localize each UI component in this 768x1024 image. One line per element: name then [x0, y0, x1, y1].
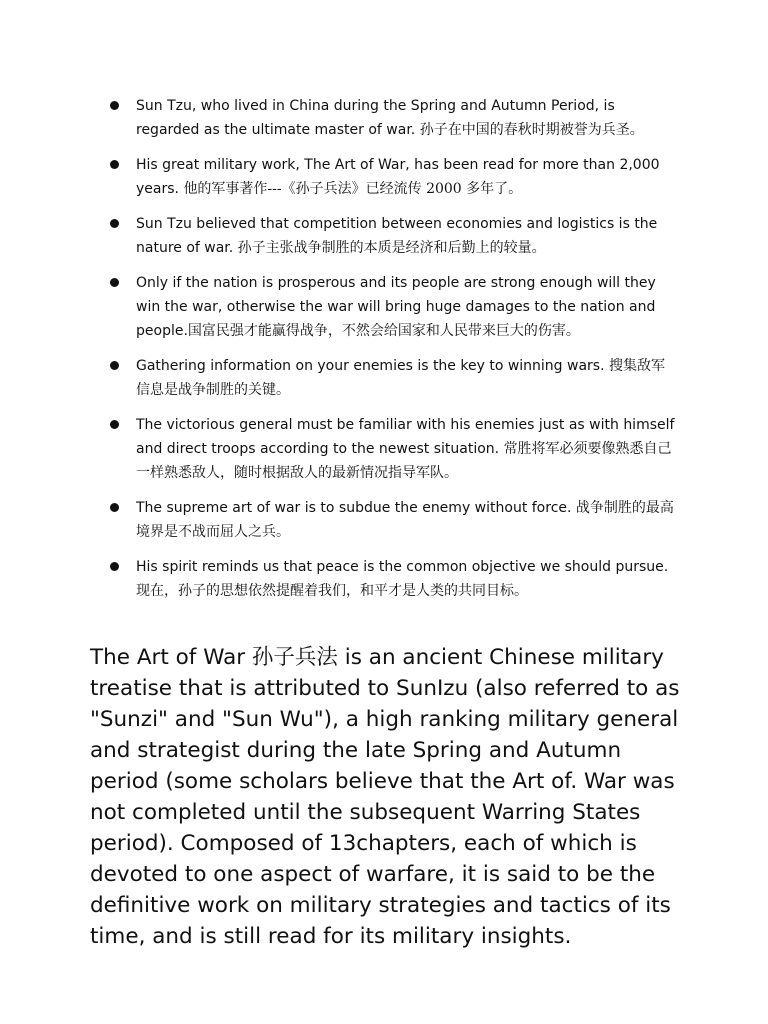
bullet-text-zh: 他的军事著作---《孙子兵法》已经流传 2000 多年了。 — [183, 181, 523, 197]
bullet-list — [108, 94, 678, 614]
bullet-dot-icon — [110, 160, 119, 169]
bullet-text-en: Gathering information on your enemies is the key to winning wars. — [136, 358, 609, 374]
bullet-text-en: His great military work, The Art of War, has been read for more than 2,000 years. — [136, 157, 660, 197]
bullet-text-en: Sun Tzu, who lived in China during the Spring and Autumn Period, is regarded as the ultimate master of war. — [136, 98, 615, 138]
bullet-item — [108, 212, 678, 260]
bullet-dot-icon — [110, 219, 119, 228]
bullet-dot-icon — [110, 562, 119, 571]
bullet-text-zh: 现在，孙子的思想依然提醒着我们，和平才是人类的共同目标。 — [136, 583, 528, 599]
bullet-text-zh: 国富民强才能赢得战争，不然会给国家和人民带来巨大的伤害。 — [187, 323, 580, 339]
bullet-text-en: Only if the nation is prosperous and its people are strong enough will they win the war, otherwise the war will bring huge damages to the nation and people. — [136, 275, 656, 339]
bullet-item — [108, 413, 678, 485]
bullet-item — [108, 555, 678, 603]
bullet-item — [108, 153, 678, 201]
bullet-dot-icon — [110, 361, 119, 370]
bullet-text-en: The supreme art of war is to subdue the enemy without force. — [136, 500, 576, 516]
bullet-text-en: The victorious general must be familiar with his enemies just as with himself and direct troops according to the newest situation. — [136, 417, 675, 457]
body-paragraph — [90, 642, 690, 952]
bullet-item — [108, 271, 678, 343]
bullet-item — [108, 496, 678, 544]
bullet-text-zh: 战争制胜的最高境界是不战而屈人之兵。 — [136, 500, 674, 540]
bullet-item — [108, 354, 678, 402]
paragraph-body: is an ancient Chinese military treatise that is attributed to SunIzu (also referred to as "Sunzi" and "Sun Wu"), a high ranking military general and strategist during the late Spring and Autumn period (some scholars believe that the Art of. War was not completed until the subsequent Warring States period). Composed of 13chapters, each of which is devoted to one aspect of warfare, it is said to be the definitive work on military strategies and tactics of its time, and is still read for its military insights. — [90, 645, 680, 949]
paragraph-title-zh: 孙子兵法 — [251, 645, 338, 670]
bullet-dot-icon — [110, 278, 119, 287]
bullet-dot-icon — [110, 420, 119, 429]
bullet-dot-icon — [110, 101, 119, 110]
bullet-text-en: Sun Tzu believed that competition between economies and logistics is the nature of war. — [136, 216, 658, 256]
paragraph-lead: The Art of War — [90, 645, 252, 670]
bullet-text-zh: 孙子在中国的春秋时期被誉为兵圣。 — [419, 122, 644, 138]
bullet-text-zh: 常胜将军必须要像熟悉自己一样熟悉敌人，随时根据敌人的最新情况指导军队。 — [136, 441, 672, 481]
bullet-text-en: His spirit reminds us that peace is the common objective we should pursue. — [136, 559, 669, 575]
bullet-text-zh: 搜集敌军信息是战争制胜的关键。 — [136, 358, 665, 398]
bullet-item — [108, 94, 678, 142]
bullet-text-zh: 孙子主张战争制胜的本质是经济和后勤上的较量。 — [237, 240, 546, 256]
bullet-dot-icon — [110, 503, 119, 512]
